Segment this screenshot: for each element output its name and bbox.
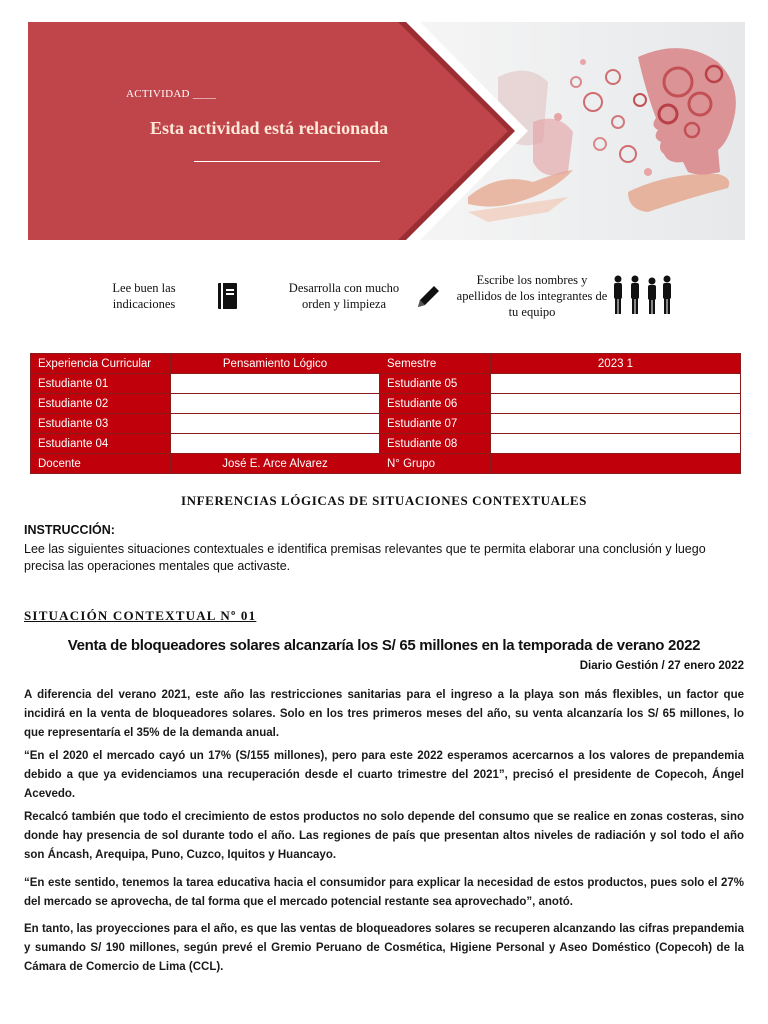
table-cell-label: Semestre (380, 354, 491, 374)
news-paragraph: “En este sentido, tenemos la tarea educativa hacia el consumidor para explicar la necesidad de estos productos, pues solo el 27% del mercado se aprovecha, de tal forma que el mercado potencial restante sea aprovechado”, anotó. (24, 877, 744, 908)
pencil-icon (415, 282, 443, 315)
news-paragraph: En tanto, las proyecciones para el año, es que las ventas de bloqueadores solares se recuperen alcanzando las cifras prepandemia y sumando S/ 190 millones, según prevé el Gremio Peruano de Cosmética, Higiene Personal y Aseo Doméstico (Copecoh) de la Cámara de Comercio de Lima (CCL). (24, 923, 744, 973)
table-cell-label: Docente (31, 454, 171, 474)
table-cell-label: Estudiante 08 (380, 434, 491, 454)
student-name-field[interactable] (491, 434, 741, 454)
news-source: Diario Gestión / 27 enero 2022 (579, 660, 744, 672)
table-cell-label: Estudiante 07 (380, 414, 491, 434)
table-cell-label: Estudiante 01 (31, 374, 171, 394)
student-name-field[interactable] (171, 434, 380, 454)
table-cell-label: Estudiante 03 (31, 414, 171, 434)
tips-row (0, 270, 768, 330)
student-name-field[interactable] (491, 374, 741, 394)
tip-order-cleanliness: Desarrolla con mucho orden y limpieza (288, 281, 400, 311)
student-info-table (30, 353, 741, 474)
group-number-field[interactable] (491, 454, 741, 474)
news-headline: Venta de bloqueadores solares alcanzaría los S/ 65 millones en la temporada de verano 2022 (67, 637, 701, 654)
news-paragraph: A diferencia del verano 2021, este año las restricciones sanitarias para el ingreso a la playa son más flexibles, un factor que incidirá en la venta de bloqueadores solares. Solo en los tres primeros meses del año, su venta alcanzaría los S/ 65 millones, lo que representaría el 35% de la demanda anual. (24, 689, 744, 739)
team-people-icon (609, 274, 675, 321)
table-cell-label: N° Grupo (380, 454, 491, 474)
instruction-title: INSTRUCCIÓN: (24, 523, 115, 537)
table-cell-label: Estudiante 02 (31, 394, 171, 414)
student-name-field[interactable] (171, 414, 380, 434)
table-cell-value: 2023 1 (491, 354, 741, 374)
table-cell-label: Estudiante 06 (380, 394, 491, 414)
instruction-text: Lee las siguientes situaciones contextuales e identifica premisas relevantes que te permita elaborar una conclusión y luego precisa las operaciones mentales que activaste. (24, 542, 706, 573)
table-cell-label: Experiencia Curricular (31, 354, 171, 374)
student-name-field[interactable] (171, 394, 380, 414)
table-cell-value: Pensamiento Lógico (171, 354, 380, 374)
table-cell-label: Estudiante 04 (31, 434, 171, 454)
table-cell-value: José E. Arce Alvarez (171, 454, 380, 474)
situation-title: SITUACIÓN CONTEXTUAL Nº 01 (24, 608, 257, 623)
book-icon (217, 282, 239, 315)
activity-banner (28, 22, 745, 240)
table-row (31, 354, 741, 374)
student-name-field[interactable] (491, 414, 741, 434)
activity-title-underline (194, 161, 380, 162)
table-row (31, 434, 741, 454)
table-cell-label: Estudiante 05 (380, 374, 491, 394)
activity-label: ACTIVIDAD ____ (126, 88, 217, 100)
tip-team-names: Escribe los nombres y apellidos de los integrantes de tu equipo (456, 273, 608, 319)
table-row (31, 454, 741, 474)
activity-title: Esta actividad está relacionada (150, 118, 389, 138)
table-row (31, 414, 741, 434)
tip-read-instructions: Lee buen las indicaciones (112, 281, 176, 311)
section-heading: INFERENCIAS LÓGICAS DE SITUACIONES CONTEXTUALES (180, 493, 587, 508)
student-name-field[interactable] (491, 394, 741, 414)
news-paragraph: “En el 2020 el mercado cayó un 17% (S/155 millones), pero para este 2022 esperamos acercarnos a los valores de prepandemia debido a que ya evidenciamos una recuperación desde el cuarto trimestre del 2021”, precisó el presidente de Copecoh, Ángel Acevedo. (24, 750, 744, 800)
student-name-field[interactable] (171, 374, 380, 394)
table-row (31, 374, 741, 394)
table-row (31, 394, 741, 414)
news-paragraph: Recalcó también que todo el crecimiento de estos productos no solo depende del consumo que se realice en zonas costeras, sino donde hay presencia de sol durante todo el año. Las regiones de país que presentan altos niveles de radiación y sol todo el año son Áncash, Arequipa, Puno, Cuzco, Iquitos y Huancayo. (24, 811, 744, 861)
